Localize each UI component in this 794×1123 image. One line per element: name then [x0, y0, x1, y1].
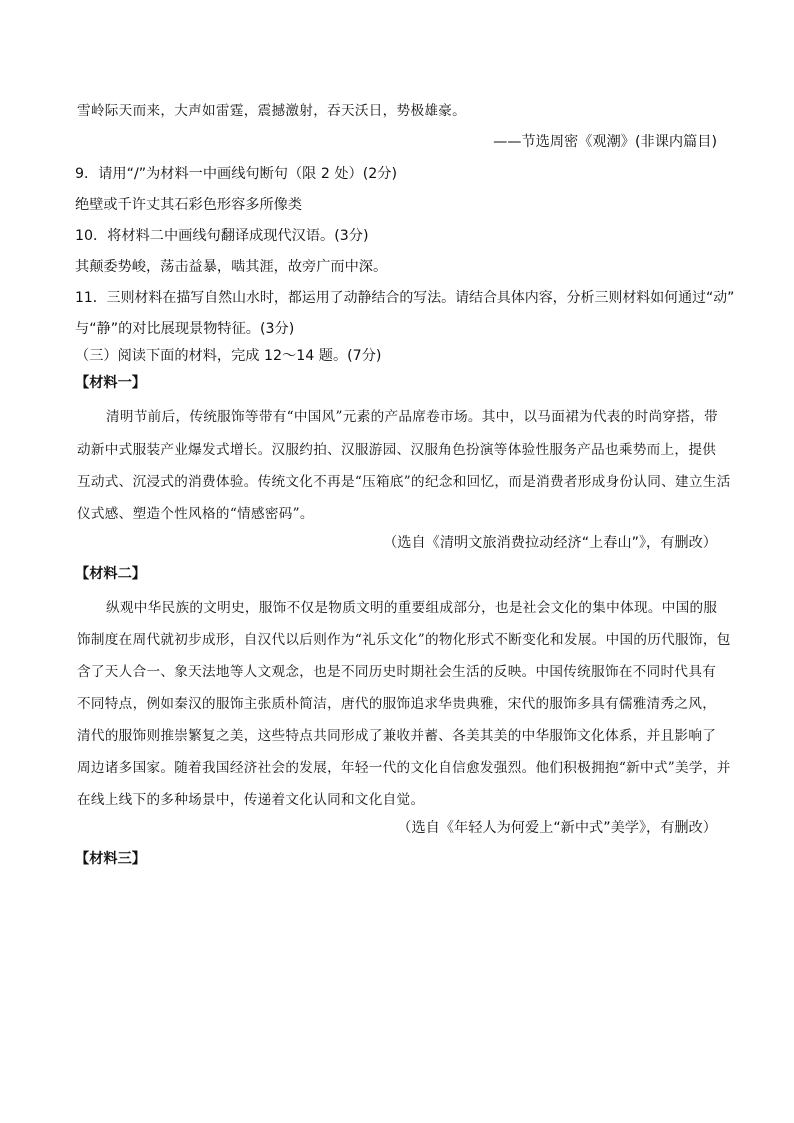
material-2-line: 含了天人合一、象天法地等人文观念，也是不同历史时期社会生活的反映。中国传统服饰在不同时代具有: [77, 664, 717, 680]
material-1-line: 动新中式服装产业爆发式增长。汉服约拍、汉服游园、汉服角色扮演等体验性服务产品也乘势而上，提供: [77, 442, 717, 458]
material-2-line: 饰制度在周代就初步成形，自汉代以后则作为“礼乐文化”的物化形式不断变化和发展。中国的历代服饰，包: [77, 632, 731, 648]
material-2-line: 纵观中华民族的文明史，服饰不仅是物质文明的重要组成部分，也是社会文化的集中体现。中国的服: [106, 600, 718, 616]
material-1-heading: 【材料一】: [75, 375, 146, 391]
material-2-source: （选自《年轻人为何爱上“新中式”美学》，有删改）: [397, 820, 717, 836]
section-3-heading: （三）阅读下面的材料，完成 12～14 题。(7分): [75, 348, 382, 364]
material-1-line: 清明节前后，传统服饰等带有“中国风”元素的产品席卷市场。其中，以马面裙为代表的时尚穿搭，带: [106, 409, 718, 425]
material-1-line: 互动式、沉浸式的消费体验。传统文化不再是“压箱底”的纪念和回忆，而是消费者形成身份认同、建立生活: [77, 474, 731, 490]
question-10: 10．将材料二中画线句翻译成现代汉语。(3分): [75, 228, 369, 244]
material-2-line: 在线上线下的多种场景中，传递着文化认同和文化自觉。: [77, 792, 425, 808]
material-2-line: 不同特点，例如秦汉的服饰主张质朴简洁，唐代的服饰追求华贵典雅，宋代的服饰多具有儒雅清秀之风，: [77, 696, 717, 712]
answer-9: 绝壁或千许丈其石彩色形容多所像类: [75, 197, 303, 213]
material-3-heading: 【材料三】: [75, 851, 146, 867]
material-2-heading: 【材料二】: [75, 566, 146, 582]
question-9: 9．请用“/”为材料一中画线句断句（限 2 处）(2分): [75, 166, 398, 182]
material-1-line: 仪式感、塑造个性风格的“情感密码”。: [77, 506, 314, 522]
question-11: 11．三则材料在描写自然山水时，都运用了动静结合的写法。请结合具体内容，分析三则材料如何通过“动”: [75, 290, 735, 306]
source-citation: ——节选周密《观潮》(非课内篇目): [493, 134, 717, 150]
material-2-line: 周边诸多国家。随着我国经济社会的发展，年轻一代的文化自信愈发强烈。他们积极拥抱“新中式”美学，并: [77, 760, 731, 776]
material-2-line: 清代的服饰则推崇繁复之美，这些特点共同形成了兼收并蓄、各美其美的中华服饰文化体系，并且影响了: [77, 728, 717, 744]
material-1-source: （选自《清明文旅消费拉动经济“上春山”》，有删改）: [383, 535, 717, 551]
question-11-cont: 与“静”的对比展现景物特征。(3分): [75, 321, 295, 337]
answer-10: 其颠委势峻，荡击益暴，啮其涯，故旁广而中深。: [75, 259, 388, 275]
passage-line: 雪岭际天而来，大声如雷霆，震撼激射，吞天沃日，势极雄豪。: [77, 103, 467, 119]
